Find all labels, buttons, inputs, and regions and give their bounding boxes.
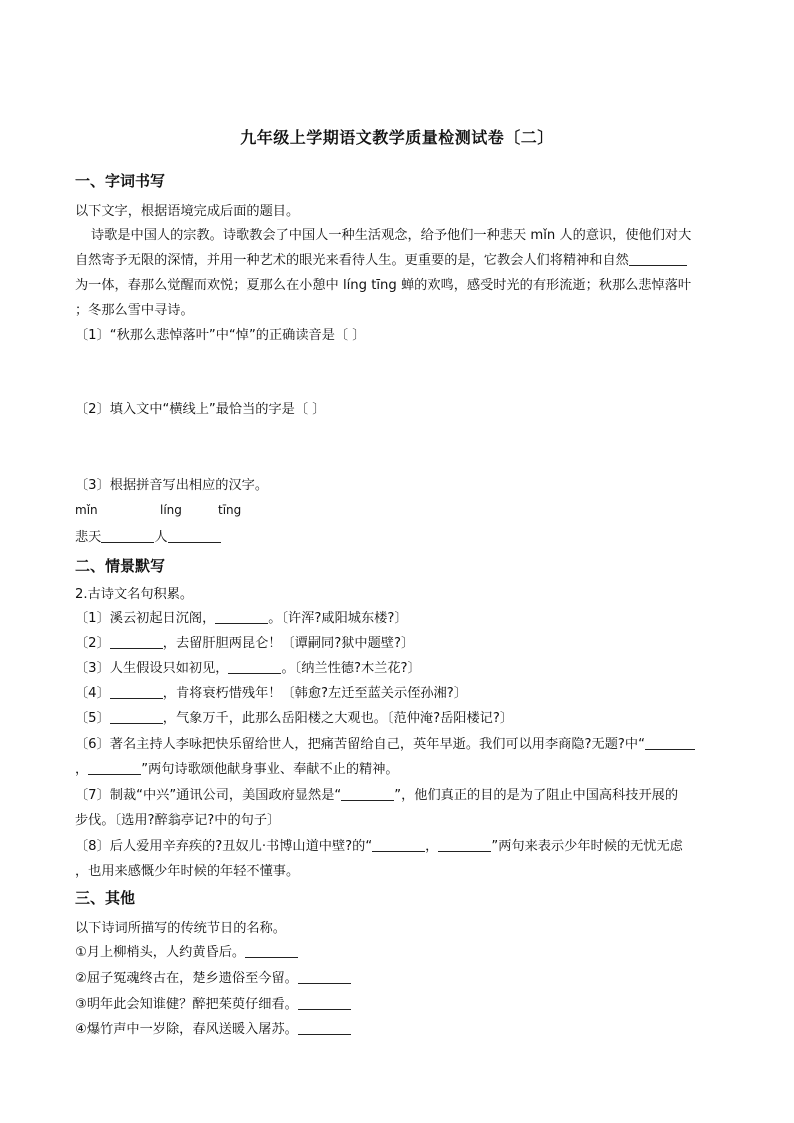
passage-line-1: 诗歌是中国人的宗教。诗歌教会了中国人一种生活观念，给予他们一种悲天 mǐn 人的意识，使他们对大 (91, 228, 692, 243)
answer-blank[interactable] (110, 684, 163, 699)
festival-item-3: ③明年此会知谁健？醉把茱萸仔细看。 (75, 995, 351, 1015)
answer-blank[interactable] (168, 528, 221, 543)
page-title: 九年级上学期语文教学质量检测试卷〔二〕 (240, 128, 554, 147)
answer-blank[interactable] (245, 943, 298, 958)
answer-blank[interactable] (298, 1020, 351, 1035)
pinyin-ting: tīng (218, 503, 242, 517)
answer-blank[interactable] (629, 251, 687, 266)
question-7-line-2: 步伐。〔选用?醉翁亭记?中的句子〕 (75, 813, 281, 828)
question-7-line-1: 〔7〕制裁“中兴”通讯公司，美国政府显然是“ ”，他们真正的目的是为了阻止中国高科技开展的 (75, 788, 679, 803)
question-6-line-2: ， ”两句诗歌颂他献身事业、奉献不止的精神。 (75, 762, 399, 777)
section-heading-3: 三、其他 (75, 889, 136, 907)
quote-item-1: 〔1〕溪云初起日沉阁， 。〔许浑?咸阳城东楼?〕 (75, 611, 408, 626)
section-heading-1: 一、字词书写 (75, 172, 166, 190)
answer-blank[interactable] (228, 659, 281, 674)
question-8-line-2: ，也用来感慨少年时候的年轻不懂事。 (75, 864, 300, 879)
answer-blank[interactable] (298, 995, 351, 1010)
festival-item-2: ②屈子冤魂终古在，楚乡遗俗至今留。 (75, 969, 351, 989)
answer-blank[interactable] (645, 735, 695, 750)
question-3: 〔3〕根据拼音写出相应的汉字。 (75, 478, 269, 493)
section-heading-2: 二、情景默写 (75, 557, 166, 575)
answer-blank[interactable] (438, 837, 491, 852)
answer-blank[interactable] (88, 760, 141, 775)
pinyin-ling: líng (160, 503, 182, 517)
passage-line-3: 为一体，春那么觉醒而欢悦；夏那么在小憩中 líng tīng 蝉的欢鸣，感受时光的有形流逝；秋那么悲悼落叶 (75, 278, 692, 293)
answer-blank[interactable] (215, 609, 268, 624)
festival-item-4: ④爆竹声中一岁除，春风送暖入屠苏。 (75, 1020, 351, 1040)
answer-blank[interactable] (110, 709, 163, 724)
passage-line-4: ；冬那么雪中寻诗。 (75, 303, 194, 318)
quote-item-3: 〔3〕人生假设只如初见， 。〔纳兰性德?木兰花?〕 (75, 661, 421, 676)
quote-item-5: 〔5〕 ，气象万千，此那么岳阳楼之大观也。〔范仲淹?岳阳楼记?〕 (75, 711, 514, 726)
section2-intro: 2.古诗文名句积累。 (75, 587, 194, 602)
quote-item-4: 〔4〕 ，肯将衰朽惜残年！〔韩愈?左迁至蓝关示侄孙湘?〕 (75, 686, 467, 701)
answer-blank[interactable] (298, 969, 351, 984)
question-1: 〔1〕“秋那么悲悼落叶”中“悼”的正确读音是〔 〕 (75, 328, 366, 343)
section3-intro: 以下诗词所描写的传统节日的名称。 (75, 921, 286, 936)
section1-instruction: 以下文字，根据语境完成后面的题目。 (75, 204, 300, 219)
pinyin-answer-line: 悲天 人 (75, 528, 221, 548)
pinyin-min: mǐn (75, 503, 98, 517)
answer-blank[interactable] (341, 786, 394, 801)
answer-blank[interactable] (372, 837, 425, 852)
answer-blank[interactable] (101, 528, 154, 543)
festival-item-1: ①月上柳梢头，人约黄昏后。 (75, 943, 298, 963)
question-8-line-1: 〔8〕后人爱用辛弃疾的?丑奴儿·书博山道中壁?的“ ， ”两句来表示少年时候的无忧无虑 (75, 839, 683, 854)
quote-item-2: 〔2〕 ，去留肝胆两昆仑！〔谭嗣同?狱中题壁?〕 (75, 636, 415, 651)
passage-line-2: 自然寄予无限的深情，并用一种艺术的眼光来看待人生。更重要的是，它教会人们将精神和自然 (75, 251, 687, 271)
question-6-line-1: 〔6〕著名主持人李咏把快乐留给世人，把痛苦留给自己，英年早逝。我们可以用李商隐?无题?中“ (75, 735, 695, 755)
question-2: 〔2〕填入文中“横线上”最恰当的字是〔 〕 (75, 402, 326, 417)
answer-blank[interactable] (110, 634, 163, 649)
